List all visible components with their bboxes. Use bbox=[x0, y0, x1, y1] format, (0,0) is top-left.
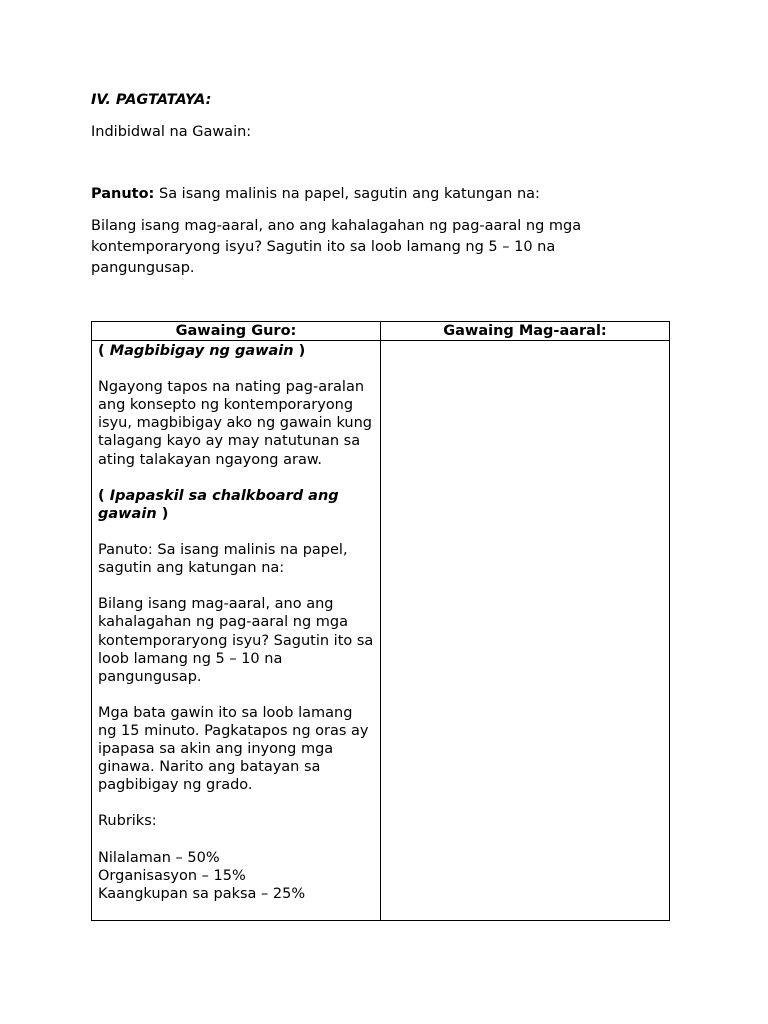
question-paragraph: Bilang isang mag-aaral, ano ang kahalagahan ng pag-aaral ng mga kontemporaryong isyu? Sagutin ito sa loob lamang ng 5 – 10 na pangungusap. bbox=[91, 218, 582, 276]
rubrics-label: Rubriks: bbox=[98, 813, 157, 830]
header-gawaing-mag-aaral: Gawaing Mag-aaral: bbox=[381, 322, 670, 341]
teacher-note-2 bbox=[98, 487, 374, 523]
teacher-question: Bilang isang mag-aaral, ano ang kahalagahan ng pag-aaral ng mga kontemporaryong isyu? Sagutin ito sa loob lamang ng 5 – 10 na pangungusap. bbox=[98, 596, 374, 685]
activity-subtitle: Indibidwal na Gawain: bbox=[91, 124, 252, 140]
instruction-label: Panuto: bbox=[91, 186, 155, 202]
note-text: Ipapaskil sa chalkboard ang gawain bbox=[98, 487, 339, 522]
rubric-item: Kaangkupan sa paksa – 25% bbox=[98, 885, 306, 902]
note-text: Magbibigay ng gawain bbox=[109, 343, 294, 359]
table-header-row bbox=[92, 322, 670, 341]
teacher-note-1 bbox=[98, 342, 374, 360]
gawaing-mag-aaral-cell bbox=[381, 341, 670, 921]
teacher-panuto: Panuto: Sa isang malinis na papel, sagutin ang katungan na: bbox=[98, 542, 348, 577]
teacher-intro: Ngayong tapos na nating pag-aralan ang konsepto ng kontemporaryong isyu, magbibigay ako ng gawain kung talagang kayo ay may natutunan sa ating talakayan ngayong araw. bbox=[98, 379, 372, 468]
note-paren-close: ) bbox=[293, 343, 306, 359]
teacher-directions: Mga bata gawin ito sa loob lamang ng 15 minuto. Pagkatapos ng oras ay ipapasa sa akin ang inyong mga ginawa. Narito ang batayan sa pagbibigay ng grado. bbox=[98, 704, 369, 794]
activity-table bbox=[91, 321, 670, 921]
section-title: IV. PAGTATAYA: bbox=[91, 92, 212, 108]
note-paren-close: ) bbox=[156, 505, 169, 522]
instruction-line bbox=[91, 186, 540, 202]
rubric-item: Nilalaman – 50% bbox=[98, 849, 220, 866]
note-paren-open: ( bbox=[98, 487, 110, 504]
gawaing-guro-cell bbox=[92, 341, 381, 921]
header-gawaing-guro: Gawaing Guro: bbox=[92, 322, 381, 341]
table-row bbox=[92, 341, 670, 921]
rubric-item: Organisasyon – 15% bbox=[98, 867, 246, 884]
note-paren-open: ( bbox=[98, 343, 110, 359]
instruction-text: Sa isang malinis na papel, sagutin ang katungan na: bbox=[154, 186, 540, 202]
